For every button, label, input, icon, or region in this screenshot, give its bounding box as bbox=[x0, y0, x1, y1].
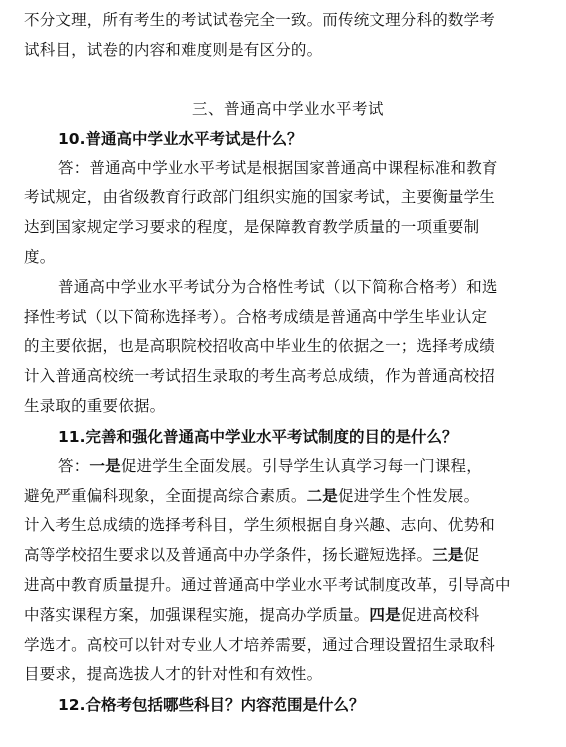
intro-line-1: 不分文理，所有考生的考试试卷完全一致。而传统文理分科的数学考 bbox=[24, 11, 496, 29]
point-four-label: 四是 bbox=[369, 605, 401, 624]
q11-answer-line-2 bbox=[24, 482, 552, 512]
answer-prefix: 答： bbox=[58, 456, 90, 475]
point-two-text-cont: 高等学校招生要求以及普通高中办学条件，扬长避短选择。 bbox=[24, 546, 433, 565]
point-three-text-cont: 中落实课程方案，加强课程实施，提高办学质量。 bbox=[24, 605, 370, 624]
q11-answer-line-6 bbox=[24, 601, 552, 631]
q10-answer-line-3: 达到国家规定学习要求的程度，是保障教育教学质量的一项重要制 bbox=[24, 218, 480, 237]
q10-paragraph2-line-2: 择性考试（以下简称选择考）。合格考成绩是普通高中学生毕业认定 bbox=[24, 307, 488, 326]
q11-answer-line-3: 计入考生总成绩的选择考科目，学生须根据自身兴趣、志向、优势和 bbox=[24, 516, 496, 535]
question-10-heading: 10.普通高中学业水平考试是什么？ bbox=[58, 129, 303, 148]
q11-answer-line-1 bbox=[24, 452, 552, 482]
intro-line-2: 试科目，试卷的内容和难度则是有区分的。 bbox=[24, 40, 323, 59]
point-one-text-cont: 避免严重偏科现象，全面提高综合素质。 bbox=[24, 486, 307, 505]
q11-answer-line-5: 进高中教育质量提升。通过普通高中学业水平考试制度改革，引导高中 bbox=[24, 575, 511, 594]
document-page bbox=[24, 6, 552, 720]
point-two-text: 促进学生个性发展。 bbox=[338, 486, 480, 505]
q10-answer-line-2: 考试规定，由省级教育行政部门组织实施的国家考试，主要衡量学生 bbox=[24, 188, 496, 207]
q10-answer-line-4: 度。 bbox=[24, 247, 56, 266]
q10-answer-line-1: 答：普通高中学业水平考试是根据国家普通高中课程标准和教育 bbox=[58, 158, 498, 177]
q10-paragraph2-line-1: 普通高中学业水平考试分为合格性考试（以下简称合格考）和选 bbox=[58, 277, 498, 296]
point-one-text: 促进学生全面发展。引导学生认真学习每一门课程， bbox=[120, 456, 482, 475]
q11-answer-line-8: 目要求，提高选拔人才的针对性和有效性。 bbox=[24, 665, 323, 684]
q10-paragraph2-line-3: 的主要依据，也是高职院校招收高中毕业生的依据之一；选择考成绩 bbox=[24, 337, 496, 356]
point-three-label: 三是 bbox=[432, 546, 464, 565]
q10-paragraph2-line-4: 计入普通高校统一考试招生录取的考生高考总成绩，作为普通高校招 bbox=[24, 367, 496, 386]
point-one-label: 一是 bbox=[89, 456, 121, 475]
section-heading: 三、普通高中学业水平考试 bbox=[191, 99, 384, 118]
point-four-text: 促进高校科 bbox=[400, 605, 480, 624]
point-three-text: 促 bbox=[463, 546, 480, 565]
point-two-label: 二是 bbox=[306, 486, 339, 505]
question-12-heading: 12.合格考包括哪些科目？内容范围是什么？ bbox=[58, 696, 365, 715]
question-11-heading: 11.完善和强化普通高中学业水平考试制度的目的是什么？ bbox=[58, 427, 458, 446]
q11-answer-line-4 bbox=[24, 541, 552, 571]
q10-paragraph2-line-5: 生录取的重要依据。 bbox=[24, 396, 166, 415]
q11-answer-line-7: 学选才。高校可以针对专业人才培养需要，通过合理设置招生录取科 bbox=[24, 635, 496, 654]
